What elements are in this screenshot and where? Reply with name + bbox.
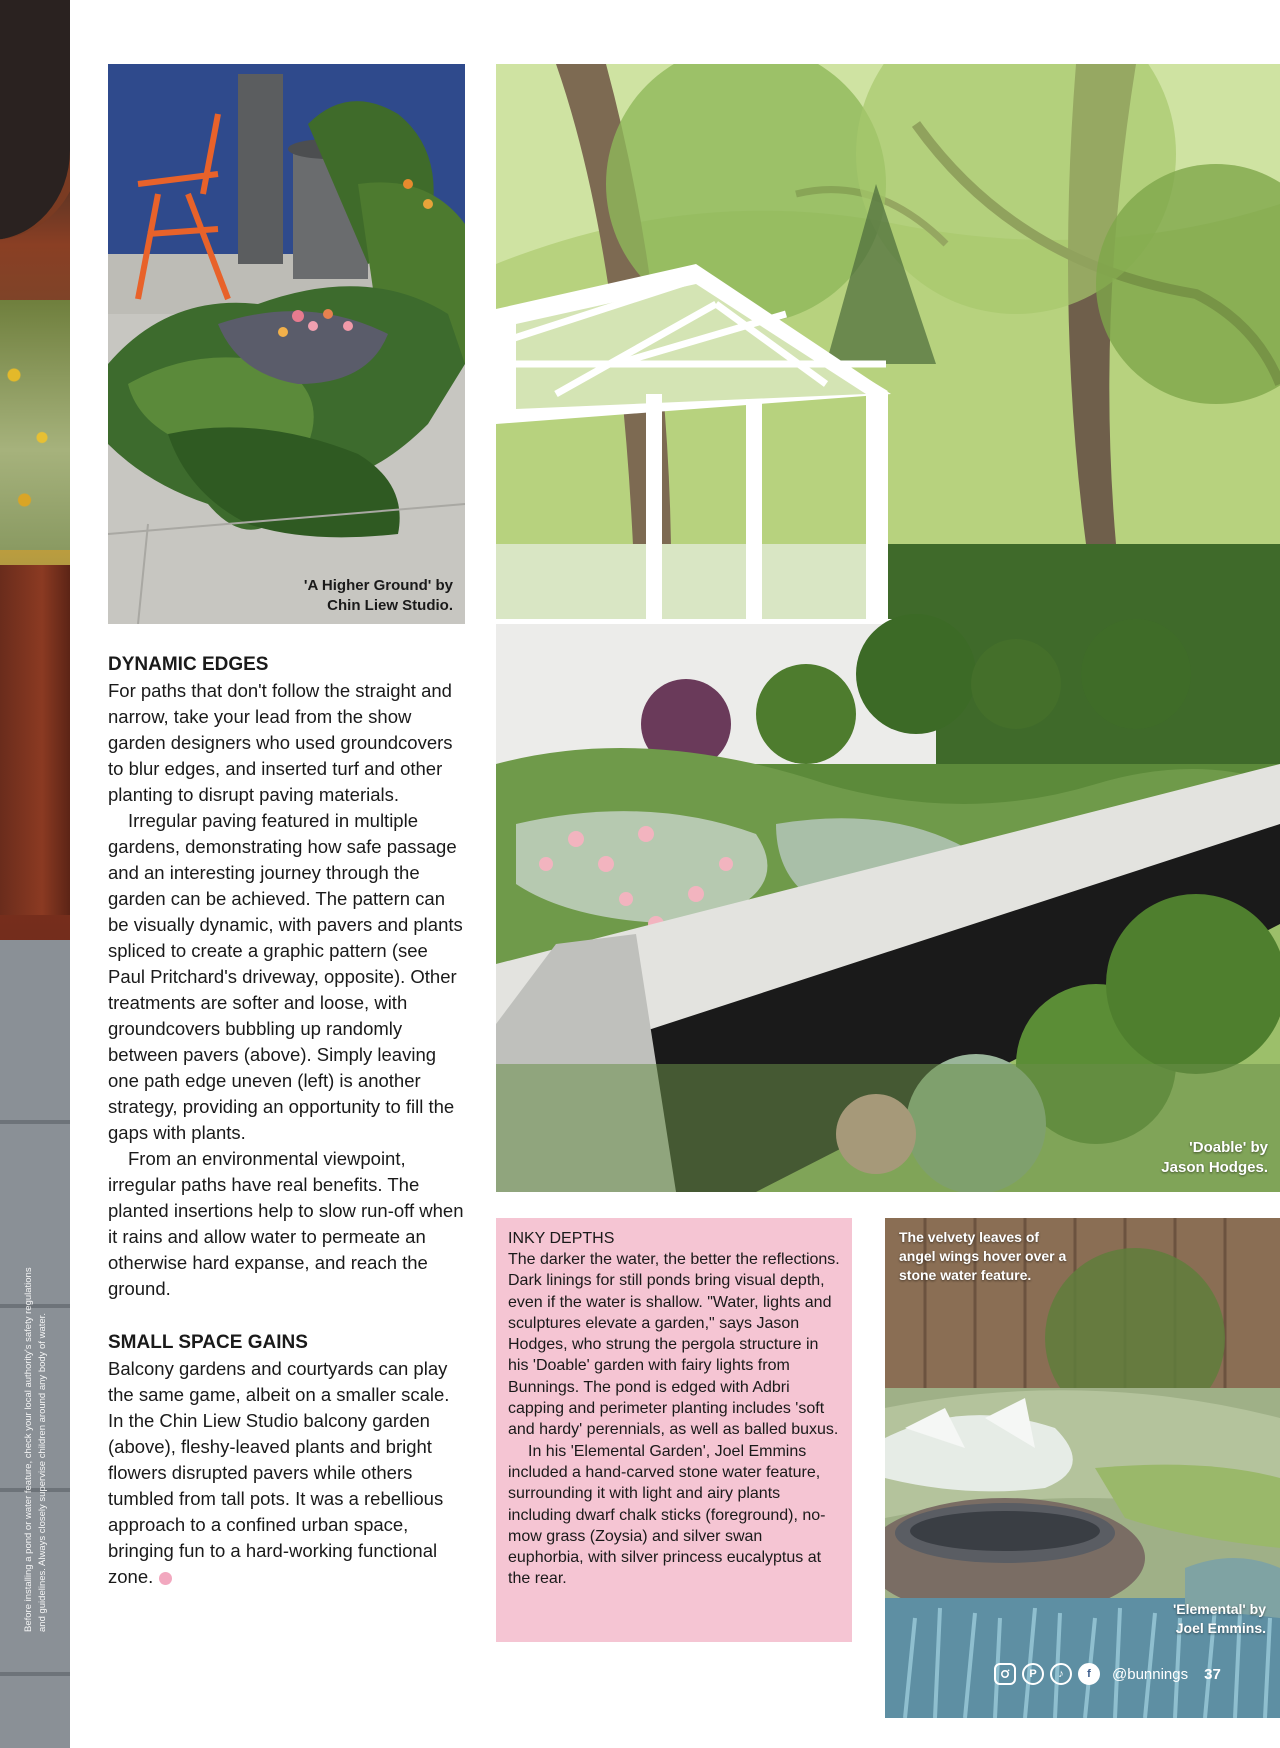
caption-elemental: 'Elemental' by Joel Emmins. [1172,1601,1266,1636]
caption-doable: 'Doable' by Jason Hodges. [1161,1139,1268,1176]
small-space-paragraph [108,1356,468,1590]
heading-dynamic-edges: DYNAMIC EDGES [108,654,269,675]
photo-elemental-garden [885,1218,1280,1718]
page-number: 37 [1204,1665,1221,1683]
pergola-pond-illustration [496,64,1280,1192]
photo-doable-garden [496,64,1280,1192]
facebook-icon[interactable]: f [1078,1663,1100,1685]
side-note-line-2: and guidelines. Always closely supervise children around any body of water. [37,1313,48,1632]
safety-side-note [22,1202,62,1632]
stone-water-feature-illustration [885,1218,1280,1718]
balcony-garden-illustration [108,64,465,624]
planter-rim [0,0,70,240]
small-space-text: Balcony gardens and courtyards can play the same game, albeit on a smaller scale. In the Chin Liew Studio balcony garden (above), fleshy-leaved plants and bright flowers disrupted pavers while others tumbled from tall pots. It was a rebellious approach to a confined urban space, bringing fun to a hard-working functional zone. [108,1358,450,1587]
inky-depths-paragraph-1: The darker the water, the better the reflections. Dark linings for still ponds bring visual depth, even if the water is shallow. "Water, lights and sculptures elevate a garden," says Jason Hodges, who strung the pergola structure in his 'Doable' garden with fairy lights from Bunnings. The pond is edged with Adbri capping and perimeter planting includes 'soft and hardy' perennials, as well as balled buxus. [508,1251,840,1439]
inky-depths-paragraph-2: In his 'Elemental Garden', Joel Emmins included a hand-carved stone water feature, surrounding it with light and airy plants including dwarf chalk sticks (foreground), no-mow grass (Zoysia) and silver swan euphorbia, with silver princess eucalyptus at the rear. [508,1442,826,1588]
end-mark-icon [159,1572,172,1585]
heading-small-space-gains: SMALL SPACE GAINS [108,1332,308,1353]
footer-social-bar [994,1660,1274,1688]
caption-higher-ground: 'A Higher Ground' by Chin Liew Studio. [303,577,453,614]
side-note-line-1: Before installing a pond or water feature, check your local authority's safety regulations [23,1267,34,1632]
article-body [108,652,468,1590]
dynamic-edges-paragraph-3: From an environmental viewpoint, irregular paths have real benefits. The planted insertions help to slow run-off when it rains and allow water to permeate an otherwise hard expanse, and reach the ground. [108,1148,464,1299]
tiktok-icon[interactable]: ♪ [1050,1663,1072,1685]
inky-depths-box [496,1218,852,1642]
instagram-icon[interactable] [994,1663,1016,1685]
photo-higher-ground [108,64,465,624]
social-handle[interactable]: @bunnings [1112,1665,1189,1683]
yellow-flowers [0,300,70,550]
pinterest-icon[interactable]: P [1022,1663,1044,1685]
inky-depths-title: INKY DEPTHS [508,1230,615,1247]
dynamic-edges-paragraph-1: For paths that don't follow the straight and narrow, take your lead from the show garden designers who used groundcovers to blur edges, and inserted turf and other planting to disrupt paving materials. [108,680,453,805]
corten-planter [0,565,70,915]
dynamic-edges-paragraph-2: Irregular paving featured in multiple gardens, demonstrating how safe passage and an interesting journey through the garden can be achieved. The pattern can be visually dynamic, with pavers and plants spliced to create a graphic pattern (see Paul Pritchard's driveway, opposite). Other treatments are softer and loose, with groundcovers bubbling up randomly between pavers (above). Simply leaving one path edge uneven (left) is another strategy, providing an opportunity to fill the gaps with plants. [108,810,463,1143]
caption-angel-wings: The velvety leaves of angel wings hover over a stone water feature. [899,1229,1067,1283]
